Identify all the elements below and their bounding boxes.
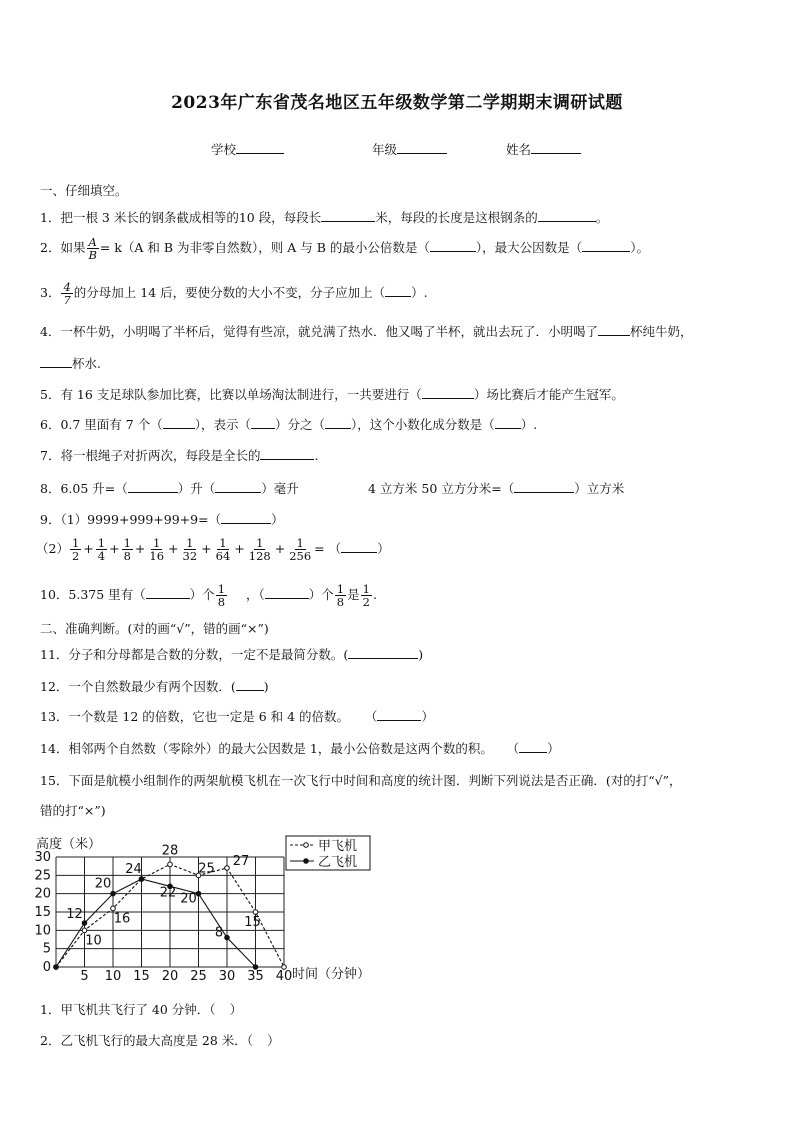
question-9-part-1	[40, 510, 284, 528]
q3-fraction	[61, 281, 72, 306]
question-8-part-2	[368, 479, 624, 497]
question-5	[40, 385, 624, 403]
data-point	[168, 862, 173, 867]
x-tick-label: 10	[104, 969, 122, 984]
q9-numerator: 1	[123, 536, 131, 550]
q9-numerator: 1	[97, 536, 106, 550]
q9-open-paren: （	[328, 541, 342, 557]
x-tick-label: 20	[161, 969, 179, 984]
q2-text-d: ）。	[630, 240, 649, 256]
data-label: 20	[94, 876, 112, 892]
q9-fraction	[287, 537, 313, 562]
legend-label: 甲飞机	[318, 839, 358, 854]
statement-2	[40, 1031, 280, 1049]
y-tick-label: 20	[34, 886, 51, 902]
q8-blank-1[interactable]	[128, 480, 178, 493]
q10-text-a: 10．5.375 里有（	[40, 587, 146, 603]
question-9-part-2	[36, 537, 390, 562]
q13-blank[interactable]	[377, 708, 421, 721]
data-label: 27	[232, 854, 250, 869]
q4-text-a: 4．一杯牛奶，小明喝了半杯后，觉得有些凉，就兑满了热水．他又喝了半杯，就出去玩了．小明喝了	[40, 324, 598, 339]
y-tick-label: 15	[34, 905, 51, 920]
data-label: 22	[159, 885, 177, 901]
q9-text-a: 9．（1）9999+999+99+9=（	[40, 512, 222, 527]
q6-blank-4[interactable]	[495, 416, 521, 429]
y-tick-label: 0	[42, 960, 51, 975]
x-axis-label: 时间（分钟）	[292, 967, 371, 982]
q9-plus-sign: +	[234, 541, 245, 557]
section-1-heading: 一、仔细填空。	[40, 183, 128, 198]
data-label: 28	[161, 843, 179, 859]
q9-plus-sign: +	[134, 541, 146, 557]
q9-numerator: 1	[296, 536, 304, 550]
s2-blank[interactable]	[253, 1033, 267, 1045]
q3-denominator: 7	[63, 293, 71, 308]
legend-label: 乙飞机	[318, 855, 358, 870]
s2-text-b: ）	[267, 1033, 280, 1048]
q10-f1-num: 1	[217, 582, 226, 596]
q9-blank-1[interactable]	[221, 511, 271, 524]
q2-denominator: B	[88, 248, 97, 263]
q4-text-c: 杯水.	[72, 356, 101, 371]
q13-close-paren: ）	[421, 709, 434, 724]
x-tick-label: 5	[80, 969, 89, 984]
question-3	[40, 281, 428, 306]
q9-denominator: 16	[149, 549, 165, 564]
x-tick-label: 15	[133, 969, 150, 984]
data-point	[253, 965, 258, 970]
q9-fraction	[247, 537, 273, 562]
q9-denominator: 128	[248, 549, 271, 564]
data-point	[54, 965, 59, 970]
q9-denominator: 256	[289, 549, 312, 564]
q9-denominator: 2	[71, 549, 80, 564]
y-tick-label: 10	[34, 923, 51, 939]
legend-marker	[304, 859, 309, 864]
q1-text-a: 1．把一根 3 米长的钢条截成相等的10 段，每段长	[40, 210, 322, 225]
q10-fraction-1	[216, 583, 227, 608]
s1-text-a: 1．甲飞机共飞行了 40 分钟．（	[40, 1002, 216, 1017]
legend-marker	[304, 843, 309, 848]
q11-text-b: )	[418, 647, 424, 662]
question-8	[40, 479, 299, 497]
question-15-cont: 错的打“×”)	[40, 803, 106, 818]
data-point	[282, 965, 287, 970]
q13-open-paren: （	[371, 709, 378, 724]
q2-text-c: ），最大公因数是（	[475, 240, 583, 256]
q3-numerator: 4	[63, 280, 71, 294]
q2-text-b: = k（A 和 B 为非零自然数），则 A 与 B 的最小公倍数是（	[99, 240, 430, 256]
q9-plus-sign: +	[201, 541, 212, 557]
s1-text-b: ）	[229, 1002, 243, 1017]
question-6	[40, 415, 537, 433]
q9-numerator: 1	[256, 536, 264, 550]
q10-f3-den: 2	[362, 595, 370, 610]
q14-blank[interactable]	[519, 740, 547, 753]
grade-blank[interactable]	[397, 141, 447, 154]
q9-numerator: 1	[186, 536, 194, 550]
question-12	[40, 677, 269, 695]
y-axis-label: 高度（米）	[36, 837, 102, 852]
q6-text-c: ）分之（	[274, 417, 325, 432]
question-4	[40, 322, 692, 340]
q2-numerator: A	[88, 235, 97, 249]
q5-blank[interactable]	[422, 386, 474, 399]
q14-open-paren: （	[512, 741, 520, 756]
flight-height-chart	[30, 832, 380, 987]
q8-text-a: 8．6.05 升=（	[40, 481, 128, 496]
q9-plus-sign: +	[109, 541, 120, 557]
q10-text-d: ）个	[308, 587, 334, 603]
name-field	[506, 140, 581, 158]
q9-fraction	[70, 537, 81, 562]
q9-denominator: 8	[123, 549, 131, 564]
q8-blank-3[interactable]	[514, 480, 574, 493]
data-point	[253, 910, 258, 915]
q1-text-c: 。	[595, 210, 609, 225]
q2-text-a: 2．如果	[40, 240, 86, 256]
q12-blank[interactable]	[236, 678, 264, 691]
q10-f3-num: 1	[362, 582, 370, 596]
q3-blank[interactable]	[385, 284, 411, 297]
data-point	[82, 928, 87, 933]
data-point	[225, 935, 230, 940]
q8-text-c: ）毫升	[261, 481, 299, 496]
y-tick-label: 5	[42, 941, 51, 957]
question-4-cont	[40, 354, 101, 372]
q10-fraction-2	[335, 583, 346, 608]
data-label: 8	[214, 925, 224, 941]
question-14	[40, 739, 560, 757]
q6-text-a: 6．0.7 里面有 7 个（	[40, 417, 163, 432]
data-label: 10	[85, 933, 102, 949]
data-point	[82, 921, 87, 926]
q9-denominator: 64	[215, 549, 231, 564]
x-tick-label: 35	[247, 969, 264, 984]
q9-plus-sign: +	[168, 541, 179, 557]
q9-fraction	[214, 537, 233, 562]
q12-text-a: 12．一个自然数最少有两个因数．(	[40, 679, 236, 694]
question-15: 15．下面是航模小组制作的两架航模飞机在一次飞行中时间和高度的统计图．判断下列说法是否正确．(对的打“√”，	[40, 773, 682, 788]
s1-blank[interactable]	[216, 1002, 230, 1014]
q9-numerator: 1	[153, 536, 161, 550]
q10-blank-2[interactable]	[265, 586, 309, 599]
q5-text-b: ）场比赛后才能产生冠军。	[473, 387, 624, 402]
school-blank[interactable]	[236, 141, 284, 154]
q4-text-b: 杯纯牛奶，	[629, 324, 693, 339]
q10-text-e: 是	[347, 587, 360, 603]
data-label: 25	[198, 861, 215, 877]
x-tick-label: 40	[275, 969, 293, 984]
grade-field	[372, 140, 447, 158]
q6-text-e: ）.	[520, 417, 538, 432]
q2-blank-2[interactable]	[582, 239, 630, 252]
data-point	[225, 866, 230, 871]
q1-text-b: 米，每段的长度是这根钢条的	[375, 210, 538, 225]
q10-f2-num: 1	[336, 582, 345, 596]
q4-blank-2[interactable]	[40, 355, 72, 368]
school-label: 学校	[211, 142, 237, 157]
q1-blank-2[interactable]	[538, 209, 596, 222]
q6-text-b: ），表示（	[194, 417, 251, 432]
q6-blank-1[interactable]	[163, 416, 195, 429]
q10-text-g: .	[372, 587, 377, 603]
q10-fraction-3	[361, 583, 372, 608]
q10-blank-1[interactable]	[146, 586, 190, 599]
q9-denominator: 32	[182, 549, 198, 564]
q5-text-a: 5．有 16 支足球队参加比赛，比赛以单场淘汰制进行，一共要进行（	[40, 387, 422, 402]
q7-text-b: .	[314, 448, 319, 463]
y-tick-label: 25	[34, 868, 51, 884]
q3-text-b: 的分母加上 14 后，要使分数的大小不变，分子应加上（	[73, 285, 386, 301]
q9-blank-2[interactable]	[341, 540, 377, 553]
q8-text-d: 4 立方米 50 立方分米=（	[368, 481, 515, 496]
q10-f2-den: 8	[336, 595, 345, 610]
q9-denominator: 4	[97, 549, 106, 564]
data-label: 12	[66, 907, 83, 922]
q9-fraction-sum	[69, 536, 314, 564]
q9-plus-sign: +	[274, 541, 286, 557]
y-tick-label: 30	[34, 850, 51, 865]
question-10	[40, 583, 377, 608]
q9-fraction	[122, 537, 133, 562]
statement-1	[40, 1000, 242, 1018]
data-point	[111, 891, 116, 896]
q3-text-c: ）.	[411, 285, 428, 301]
q11-text-a: 11．分子和分母都是合数的分数，一定不是最简分数。(	[40, 647, 349, 662]
q7-text-a: 7．将一根绳子对折两次，每段是全长的	[40, 448, 261, 463]
q9-numerator: 1	[219, 536, 227, 550]
q9-text-b: ）	[271, 512, 284, 527]
name-blank[interactable]	[531, 141, 581, 154]
q12-text-b: )	[263, 679, 269, 694]
q2-blank-1[interactable]	[430, 239, 476, 252]
data-point	[111, 906, 116, 911]
grade-label: 年级	[372, 142, 398, 157]
q1-blank-1[interactable]	[321, 209, 375, 222]
q10-text-c: ，（	[246, 587, 265, 603]
data-label: 16	[113, 911, 131, 927]
q6-text-d: ），这个小数化成分数是（	[351, 417, 495, 432]
q10-text-b: ）个	[189, 587, 215, 603]
data-label: 24	[125, 862, 142, 877]
q6-blank-3[interactable]	[325, 416, 351, 429]
q14-text-a: 14．相邻两个自然数（零除外）的最大公因数是 1，最小公倍数是这两个数的积。	[40, 741, 493, 756]
q9-fraction	[147, 537, 166, 562]
name-label: 姓名	[506, 142, 532, 157]
q9-fraction	[96, 537, 107, 562]
q10-f1-den: 8	[217, 595, 226, 610]
q2-fraction	[86, 236, 98, 261]
q4-blank-1[interactable]	[598, 323, 630, 336]
data-point	[139, 877, 144, 882]
question-13	[40, 707, 434, 725]
question-7	[40, 446, 318, 464]
school-field	[211, 140, 284, 158]
data-point	[196, 891, 201, 896]
q9-fraction	[181, 537, 200, 562]
s2-text-a: 2．乙飞机飞行的最大高度是 28 米．（	[40, 1033, 254, 1048]
x-tick-label: 25	[190, 969, 207, 984]
exam-title: 2023年广东省茂名地区五年级数学第二学期期末调研试题	[171, 93, 623, 113]
data-label: 20	[180, 891, 197, 907]
q8-blank-2[interactable]	[215, 480, 261, 493]
question-1	[40, 208, 608, 226]
q6-blank-2[interactable]	[251, 416, 275, 429]
x-tick-label: 30	[218, 969, 236, 984]
q8-text-e: ）立方米	[574, 481, 625, 496]
q13-text-a: 13．一个数是 12 的倍数，它也一定是 6 和 4 的倍数。	[40, 709, 350, 724]
q9-numerator: 1	[71, 536, 80, 550]
q9-plus-sign: +	[83, 541, 94, 557]
q9-part2-label: （2）	[36, 541, 69, 557]
q11-blank[interactable]	[348, 646, 418, 659]
q7-blank[interactable]	[260, 447, 314, 460]
q9-equals: =	[314, 541, 325, 557]
question-11	[40, 645, 423, 663]
data-label: 15	[244, 915, 261, 930]
q9-close-paren: ）	[377, 541, 390, 557]
section-2-heading: 二、准确判断。(对的画“√”，错的画“×”)	[40, 621, 269, 636]
question-2	[40, 236, 649, 261]
q8-text-b: ）升（	[177, 481, 216, 496]
q3-text-a: 3．	[40, 285, 61, 301]
q14-close-paren: ）	[547, 741, 560, 756]
